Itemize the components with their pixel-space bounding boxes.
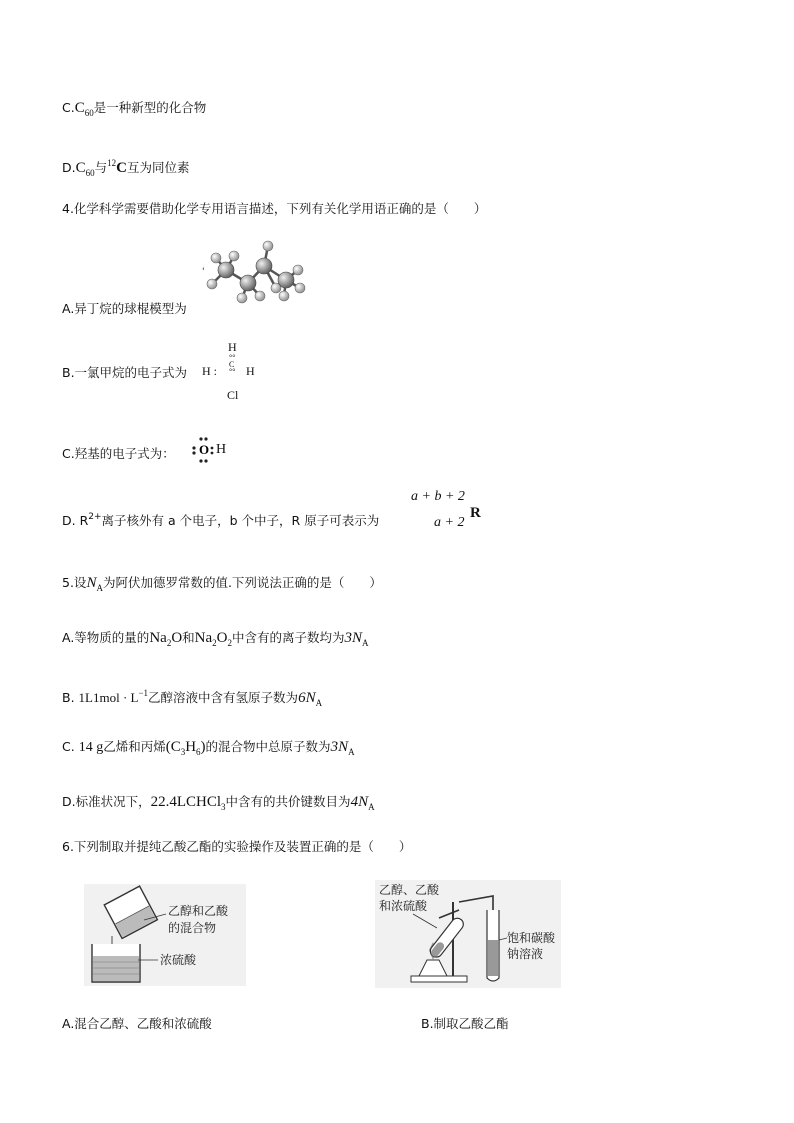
- q4-stem: 4.化学科学需要借助化学专用语言描述，下列有关化学用语正确的是（ ）: [62, 201, 487, 216]
- q6-option-b: B.制取乙酸乙酯: [421, 1016, 509, 1031]
- svg-text:O: O: [199, 442, 210, 457]
- q6-stem: 6.下列制取并提纯乙酸乙酯的实验操作及装置正确的是（ ）: [62, 839, 412, 854]
- chloromethane-electron-formula: H H : °° C °° H Cl: [202, 340, 255, 402]
- figure-a-label-1: 乙醇和乙酸: [168, 904, 229, 918]
- q5-option-b: B. $1L1mol \cdot L^{-1}$乙醇溶液中含有氢原子数为$6N_A$: [62, 688, 323, 708]
- figure-b-label-2: 和浓硫酸: [379, 899, 428, 913]
- q4-option-d: D. $R^{2+}$离子核外有 a 个电子，b 个中子，R 原子可表示为: [62, 512, 380, 528]
- figure-b-label-3: 饱和碳酸: [507, 931, 556, 945]
- figure-a-mixing-apparatus: [84, 884, 246, 986]
- figure-b-esterification-apparatus: [375, 880, 561, 988]
- figure-a-label-2: 的混合物: [168, 921, 217, 935]
- q4-option-c: C.羟基的电子式为：: [62, 446, 175, 461]
- q4-option-a: A.异丁烷的球棍模型为: [62, 301, 187, 316]
- q6-option-a: A.混合乙醇、乙酸和浓硫酸: [62, 1016, 212, 1031]
- q5-option-c: C. 14 g乙烯和丙烯$(C_3H_6)$的混合物中总原子数为$3N_A$: [62, 739, 355, 757]
- figure-a-label-3: 浓硫酸: [160, 953, 197, 967]
- c12-isotope: $^{12}$C: [107, 158, 127, 176]
- figure-b-label-1: 乙醇、乙酸: [379, 883, 440, 897]
- c60-formula: $C_{60}$: [75, 160, 95, 178]
- hydroxyl-electron-formula: O H: [190, 436, 240, 466]
- c60-formula: $C_{60}$: [74, 100, 94, 118]
- q3-option-d: $D.C_{60}$与$^{12}$C互为同位素: [62, 158, 190, 178]
- nuclide-mass-number: a + b + 2: [411, 489, 465, 504]
- q5-option-d: D.标准状况下，22.4LCHCl$_3$中含有的共价键数目为$4N_A$: [62, 794, 375, 812]
- q5-stem: 5.设$N_A$为阿伏加德罗常数的值.下列说法正确的是（ ）: [62, 575, 382, 593]
- q5-option-a: A.等物质的量的$Na_2O$和$Na_2O_2$中含有的离子数均为$3N_A$: [62, 630, 369, 648]
- nuclide-atomic-number: a + 2: [434, 515, 465, 530]
- isobutane-ball-stick-model: [200, 236, 320, 312]
- q3-option-c: $C.C_{60}$是一种新型的化合物: [62, 100, 207, 118]
- figure-b-label-4: 钠溶液: [507, 947, 544, 961]
- nuclide-element: R: [470, 505, 481, 521]
- q4-option-b: B.一氯甲烷的电子式为: [62, 365, 188, 380]
- svg-text:': ': [202, 267, 205, 277]
